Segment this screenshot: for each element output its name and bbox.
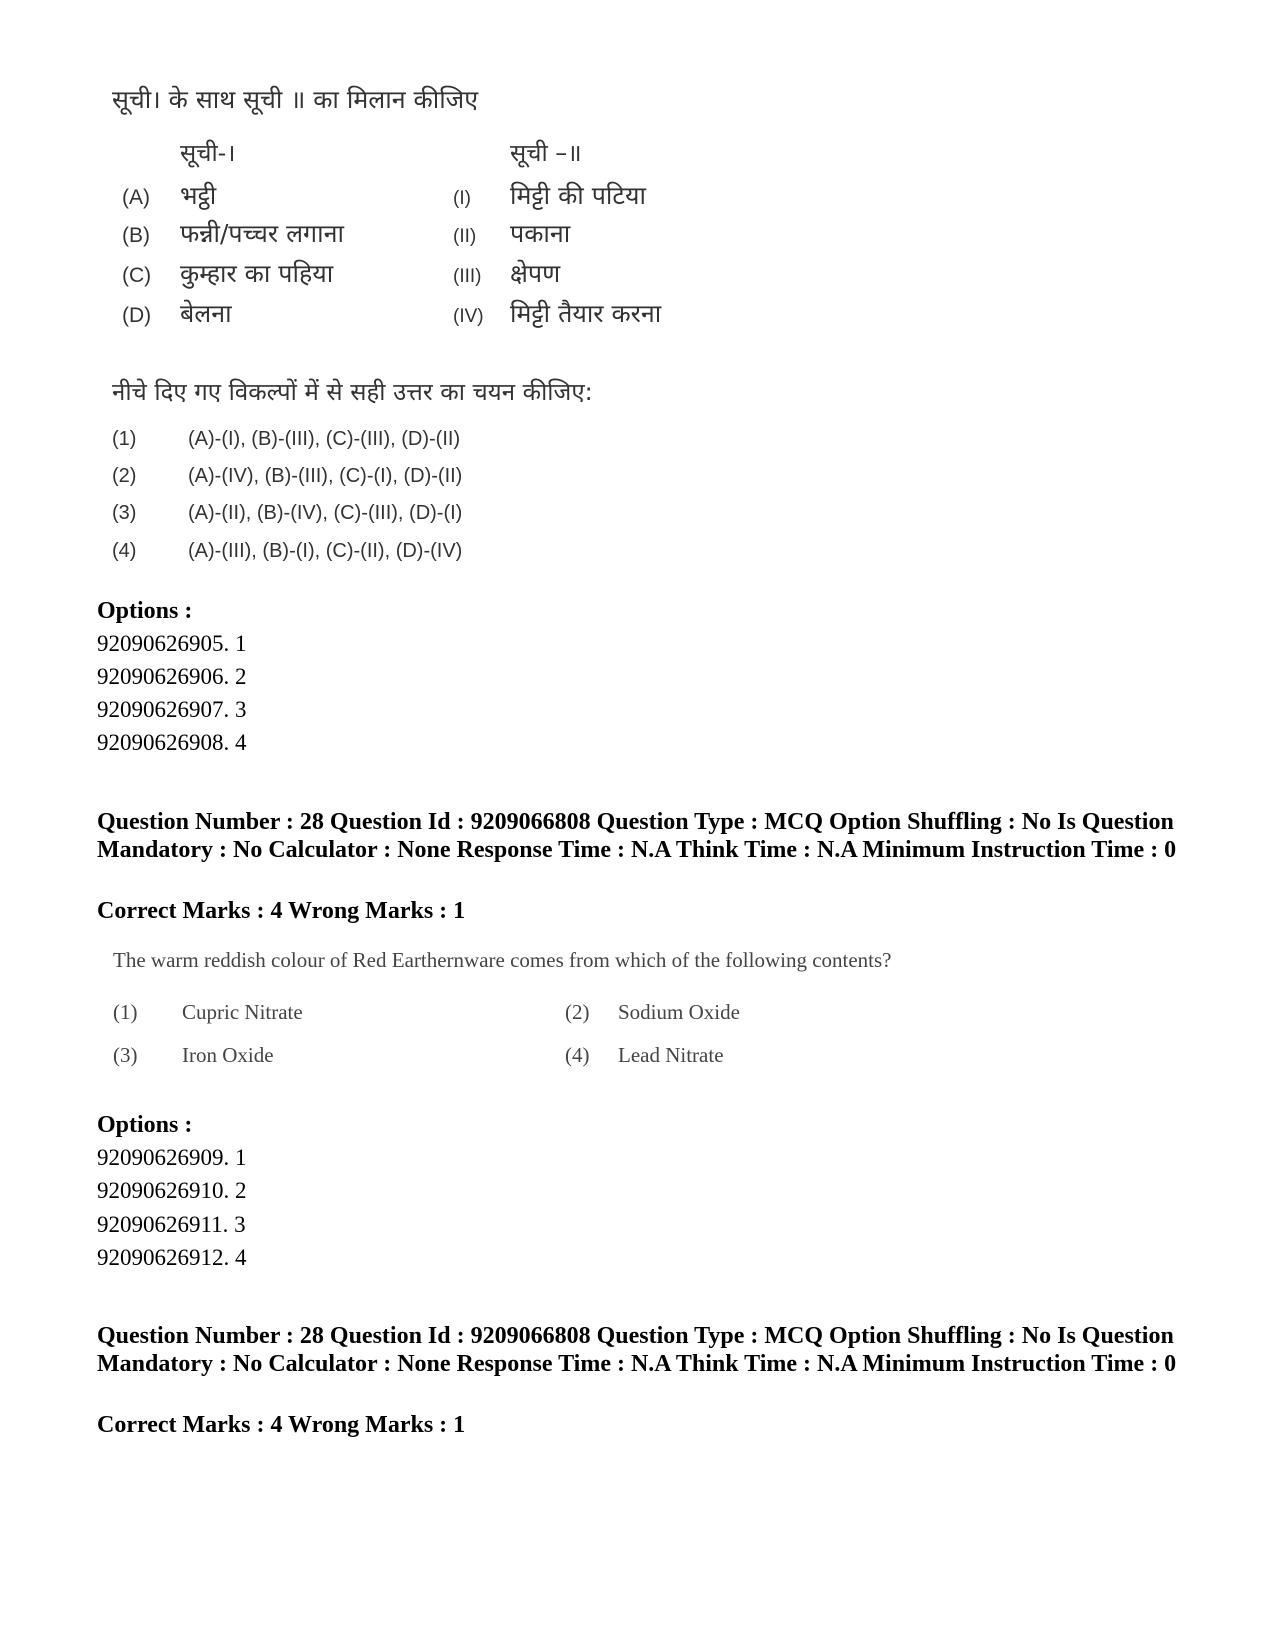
choice-number: (3) bbox=[113, 1043, 138, 1067]
choose-instruction: नीचे दिए गए विकल्पों में से सही उत्तर का चयन कीजिए: bbox=[112, 378, 593, 406]
match-instruction: सूची। के साथ सूची ॥ का मिलान कीजिए bbox=[112, 85, 479, 114]
answer-text: (A)-(I), (B)-(III), (C)-(III), (D)-(II) bbox=[188, 428, 461, 450]
question-meta: Question Number : 28 Question Id : 9209066808 Question Type : MCQ Option Shuffling : No Is Question Mandatory : No Calculator : None Response Time : N.A Think Time : N.A Minimum Instruction Time : 0 bbox=[97, 809, 1177, 863]
options-title: Options : bbox=[97, 598, 193, 624]
list2-label: (IV) bbox=[453, 306, 484, 327]
answer-number: (1) bbox=[112, 428, 137, 450]
choice-number: (4) bbox=[565, 1043, 590, 1067]
list1-label: (C) bbox=[122, 264, 152, 287]
option-line: 92090626912. 4 bbox=[97, 1245, 247, 1270]
question-marks: Correct Marks : 4 Wrong Marks : 1 bbox=[97, 1412, 466, 1438]
list2-item: मिट्टी तैयार करना bbox=[510, 299, 662, 328]
option-line: 92090626907. 3 bbox=[97, 697, 247, 722]
list2-item: मिट्टी की पटिया bbox=[510, 181, 646, 210]
choice-text: Cupric Nitrate bbox=[182, 1000, 303, 1024]
list1-label: (D) bbox=[122, 304, 152, 327]
list1-label: (A) bbox=[122, 186, 150, 209]
option-line: 92090626908. 4 bbox=[97, 730, 247, 755]
option-line: 92090626905. 1 bbox=[97, 631, 247, 656]
list2-item: पकाना bbox=[510, 219, 571, 248]
choice-text: Sodium Oxide bbox=[618, 1000, 740, 1024]
list2-label: (I) bbox=[453, 188, 471, 209]
list1-item: फन्नी/पच्चर लगाना bbox=[180, 219, 344, 248]
list1-heading: सूची-। bbox=[180, 139, 236, 167]
list1-item: कुम्हार का पहिया bbox=[180, 259, 334, 288]
answer-number: (3) bbox=[112, 502, 137, 524]
list1-item: बेलना bbox=[180, 299, 232, 328]
question-marks: Correct Marks : 4 Wrong Marks : 1 bbox=[97, 898, 466, 924]
list1-item: भट्ठी bbox=[180, 181, 217, 210]
list2-heading: सूची –॥ bbox=[510, 139, 582, 167]
question-meta: Question Number : 28 Question Id : 9209066808 Question Type : MCQ Option Shuffling : No Is Question Mandatory : No Calculator : None Response Time : N.A Think Time : N.A Minimum Instruction Time : 0 bbox=[97, 1323, 1177, 1377]
option-line: 92090626911. 3 bbox=[97, 1212, 246, 1237]
answer-number: (2) bbox=[112, 465, 137, 487]
list2-item: क्षेपण bbox=[510, 259, 561, 288]
choice-text: Lead Nitrate bbox=[618, 1043, 724, 1067]
list2-label: (II) bbox=[453, 226, 477, 247]
question-text: The warm reddish colour of Red Earthernware comes from which of the following contents? bbox=[113, 948, 892, 972]
list1-label: (B) bbox=[122, 224, 150, 247]
answer-text: (A)-(IV), (B)-(III), (C)-(I), (D)-(II) bbox=[188, 465, 463, 487]
option-line: 92090626909. 1 bbox=[97, 1145, 247, 1170]
choice-text: Iron Oxide bbox=[182, 1043, 274, 1067]
choice-number: (1) bbox=[113, 1000, 138, 1024]
answer-text: (A)-(II), (B)-(IV), (C)-(III), (D)-(I) bbox=[188, 502, 463, 524]
options-title: Options : bbox=[97, 1112, 193, 1138]
option-line: 92090626906. 2 bbox=[97, 664, 247, 689]
list2-label: (III) bbox=[453, 266, 482, 287]
option-line: 92090626910. 2 bbox=[97, 1178, 247, 1203]
answer-text: (A)-(III), (B)-(I), (C)-(II), (D)-(IV) bbox=[188, 540, 463, 562]
answer-number: (4) bbox=[112, 540, 137, 562]
choice-number: (2) bbox=[565, 1000, 590, 1024]
